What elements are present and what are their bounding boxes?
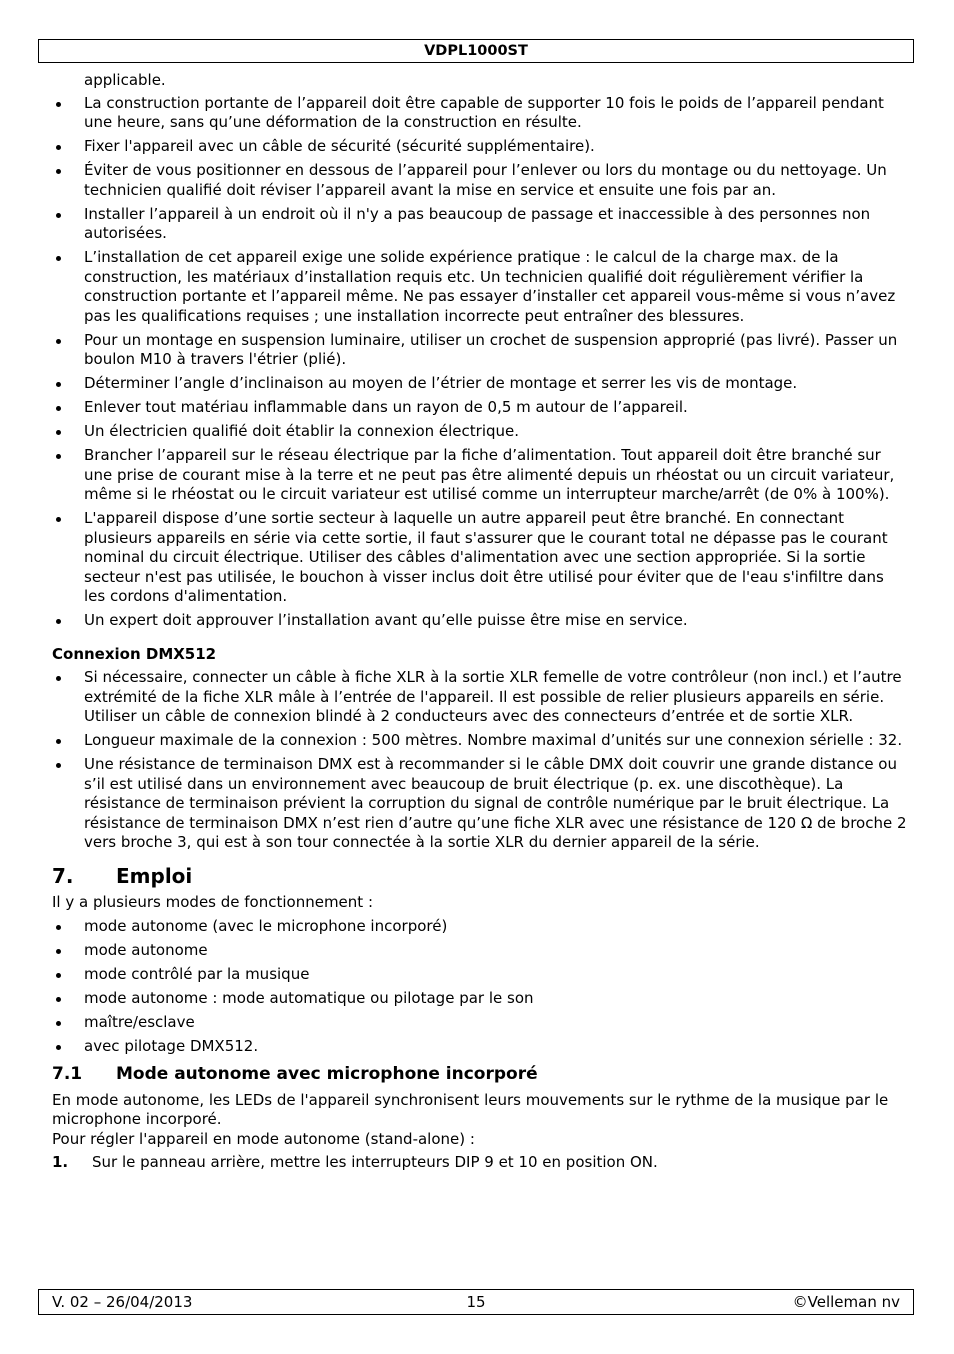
numbered-step [52, 1153, 907, 1173]
list-item: mode autonome [52, 941, 907, 961]
section-number: 7. [52, 863, 74, 888]
dmx-bullet-list [52, 668, 907, 853]
list-item: mode autonome : mode automatique ou pilotage par le son [52, 989, 907, 1009]
footer-version: V. 02 – 26/04/2013 [52, 1293, 193, 1311]
list-item: Pour un montage en suspension luminaire, utiliser un crochet de suspension approprié (pas livré). Passer un boulon M10 à travers l'étrier (plié). [52, 331, 907, 370]
list-item: La construction portante de l’appareil doit être capable de supporter 10 fois le poids de l’appareil pendant une heure, sans qu’une déformation de la construction en résulte. [52, 94, 907, 133]
list-item: Éviter de vous positionner en dessous de l’appareil pour l’enlever ou lors du montage ou du nettoyage. Un technicien qualifié doit réviser l’appareil avant la mise en service et ensuite une fois par an. [52, 161, 907, 200]
section-7-1-heading [52, 1065, 907, 1085]
continuation-text: applicable. [84, 71, 166, 89]
list-item: L'appareil dispose d’une sortie secteur à laquelle un autre appareil peut être branché. En connectant plusieurs appareils en série via cette sortie, il faut s'assurer que le courant total ne dépasse pas le courant nominal du circuit électrique. Utiliser des câbles d'alimentation avec une section appropriée. Si la sortie secteur n'est pas utilisée, le bouchon à visser inclus doit être utilisé pour éviter que de l'eau s'infiltre dans les cordons d'alimentation. [52, 509, 907, 607]
paragraph: En mode autonome, les LEDs de l'appareil synchronisent leurs mouvements sur le rythme de la musique par le microphone incorporé. [52, 1090, 889, 1128]
list-item: Un électricien qualifié doit établir la connexion électrique. [52, 422, 907, 442]
list-item: Fixer l'appareil avec un câble de sécurité (sécurité supplémentaire). [52, 137, 907, 157]
page-footer [38, 1289, 914, 1315]
header-title: VDPL1000ST [424, 43, 528, 59]
list-item: Si nécessaire, connecter un câble à fiche XLR à la sortie XLR femelle de votre contrôleur (non incl.) et l’autre extrémité de la fiche XLR mâle à l’entrée de l'appareil. Il est possible de relier plusieurs appareils en série. Utiliser un câble de connexion blindé à 2 conducteurs avec des connecteurs d’entrée et de sortie XLR. [52, 668, 907, 727]
list-item: Un expert doit approuver l’installation avant qu’elle puisse être mise en service. [52, 611, 907, 631]
list-item: mode autonome (avec le microphone incorporé) [52, 917, 907, 937]
page-content [52, 71, 907, 1173]
section-title: Emploi [116, 863, 193, 888]
modes-list [52, 917, 907, 1057]
list-item: Brancher l’appareil sur le réseau électrique par la fiche d’alimentation. Tout appareil doit être branché sur une prise de courant mise à la terre et ne peut pas être alimenté depuis un rhéostat ou un circuit variateur, même si le rhéostat ou le circuit variateur est utilisé comme un interrupteur marche/arrêt (de 0% à 100%). [52, 446, 907, 505]
list-item: Longueur maximale de la connexion : 500 mètres. Nombre maximal d’unités sur une connexion sérielle : 32. [52, 731, 907, 751]
subsection-title: Mode autonome avec microphone incorporé [116, 1064, 538, 1084]
list-item: mode contrôlé par la musique [52, 965, 907, 985]
paragraph: Pour régler l'appareil en mode autonome (stand-alone) : [52, 1129, 475, 1148]
subsection-number: 7.1 [52, 1064, 83, 1084]
section-7-heading [52, 863, 907, 888]
install-bullet-list [52, 94, 907, 631]
list-item: Enlever tout matériau inflammable dans un rayon de 0,5 m autour de l’appareil. [52, 398, 907, 418]
step-number: 1. [52, 1153, 69, 1171]
list-item: Installer l’appareil à un endroit où il n'y a pas beaucoup de passage et inaccessible à des personnes non autorisées. [52, 205, 907, 244]
list-item: L’installation de cet appareil exige une solide expérience pratique : le calcul de la charge max. de la construction, les matériaux d’installation requis etc. Un technicien qualifié doit régulièrement vérifier la construction portante et l’appareil même. Ne pas essayer d’installer cet appareil vous-même si vous n’avez pas les qualifications requises ; une installation incorrecte peut entraîner des blessures. [52, 248, 907, 326]
footer-copyright: ©Velleman nv [792, 1293, 900, 1311]
list-item: maître/esclave [52, 1013, 907, 1033]
list-item: avec pilotage DMX512. [52, 1037, 907, 1057]
page-header [38, 39, 914, 63]
footer-page-number: 15 [466, 1293, 486, 1311]
list-item: Déterminer l’angle d’inclinaison au moyen de l’étrier de montage et serrer les vis de montage. [52, 374, 907, 394]
section-7-intro: Il y a plusieurs modes de fonctionnement : [52, 893, 373, 911]
dmx-heading: Connexion DMX512 [52, 644, 217, 663]
step-text: Sur le panneau arrière, mettre les interrupteurs DIP 9 et 10 en position ON. [92, 1153, 658, 1171]
list-item: Une résistance de terminaison DMX est à recommander si le câble DMX doit couvrir une grande distance ou s’il est utilisé dans un environnement avec beaucoup de bruit électrique (p. ex. une discothèque). La résistance de terminaison prévient la corruption du signal de contrôle numérique par le bruit électrique. La résistance de terminaison DMX n’est rien d’autre qu’une fiche XLR avec une résistance de 120 Ω de broche 2 vers broche 3, qui est à son tour connectée à la sortie XLR du dernier appareil de la série. [52, 755, 907, 853]
